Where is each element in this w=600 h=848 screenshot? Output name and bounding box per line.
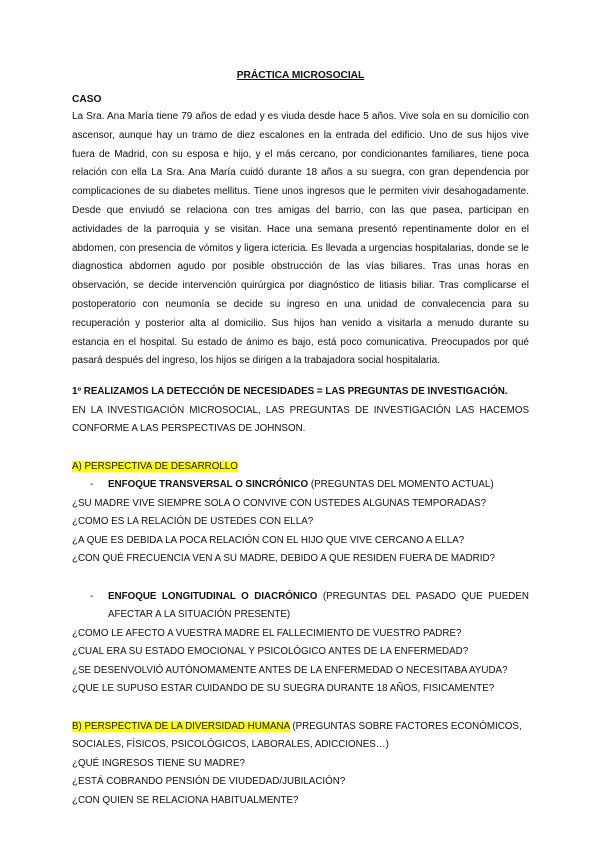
question-item: ¿CON QUIEN SE RELACIONA HABITUALMENTE? [72,794,299,806]
list-dash: - [90,479,94,491]
document-title: PRÁCTICA MICROSOCIAL [236,70,365,81]
question-item: ¿SE DESENVOLVIÓ AUTÓNOMAMENTE ANTES DE LA ENFERMEDAD O NECESITABA AYUDA? [72,664,508,676]
section-1-block [72,383,529,439]
question-item: ¿QUE LE SUPUSO ESTAR CUIDANDO DE SU SUEGRA DURANTE 18 AÑOS, FISICAMENTE? [72,683,495,695]
enfoque-transversal [72,476,529,495]
perspectiva-b-heading [72,718,529,755]
caso-paragraph: La Sra. Ana María tiene 79 años de edad y es viuda desde hace 5 años. Vive sola en su domicilio con ascensor, aunque hay un tramo de diez escalones en la entrada del edificio. Uno de sus hijos vive fuera de Madrid, con su esposa e hijo, y el más cercano, por condicionantes familiares, tiene poca relación con ella La Sra. Ana María cuidó durante 18 años a su suegra, con gran dependencia por complicaciones de su diabetes mellitus. Tiene unos ingresos que le permiten vivir desahogadamente. Desde que enviudó se relaciona con tres amigas del barrio, con las que pasea, participan en actividades de la parroquia y se visitan. Hace una semana presentó repentinamente dolor en el abdomen, con presencia de vómitos y ligera ictericia. Es llevada a urgencias hospitalarias, donde se le diagnostica abdomen agudo por posible obstrucción de las vías biliares. Tras unas horas en observación, se decide intervención quirúrgica por diagnóstico de litiasis biliar. Tras complicarse el postoperatorio con neumonía se decide su ingreso en una unidad de convalecencia para su recuperación y posterior alta al domicilio. Sus hijos han venido a visitarla a menudo durante su estancia en el hospital. Su estado de ánimo es bajo, está poco comunicativa. Preocupados por qué pasará después del ingreso, los hijos se dirigen a la trabajadora social hospitalaria. [72,111,529,367]
perspectiva-b-label: B) PERSPECTIVA DE LA DIVERSIDAD HUMANA [72,720,290,732]
enfoque-transversal-name: ENFOQUE TRANSVERSAL O SINCRÓNICO [108,479,309,491]
enfoque-longitudinal [72,588,529,625]
question-item: ¿A QUE ES DEBIDA LA POCA RELACIÓN CON EL HIJO QUE VIVE CERCANO A ELLA? [72,534,465,546]
section-1-heading: 1º REALIZAMOS LA DETECCIÓN DE NECESIDADES = LAS PREGUNTAS DE INVESTIGACIÓN. [72,386,508,398]
question-item: ¿CUAL ERA SU ESTADO EMOCIONAL Y PSICOLÓGICO ANTES DE LA ENFERMEDAD? [72,646,469,658]
question-item: ¿SU MADRE VIVE SIEMPRE SOLA O CONVIVE CON USTEDES ALGUNAS TEMPORADAS? [72,497,487,509]
perspectiva-a-heading [72,458,529,477]
section-1-subtext: EN LA INVESTIGACIÓN MICROSOCIAL, LAS PREGUNTAS DE INVESTIGACIÓN LAS HACEMOS CONFORME A LAS PERSPECTIVAS DE JOHNSON. [72,404,529,435]
question-item: ¿COMO ES LA RELACIÓN DE USTEDES CON ELLA? [72,516,314,528]
question-item: ¿COMO LE AFECTO A VUESTRA MADRE EL FALLECIMIENTO DE VUESTRO PADRE? [72,627,462,639]
perspectiva-a-label: A) PERSPECTIVA DE DESARROLLO [72,460,238,472]
document-page [72,70,529,810]
question-item: ¿ESTÁ COBRANDO PENSIÓN DE VIUDEDAD/JUBILACIÓN? [72,776,346,788]
perspectiva-b-note: (PREGUNTAS SOBRE FACTORES ECONÓMICOS, SOCIALES, FÍSICOS, PSICOLÓGICOS, LABORALES, ADICCIONES…) [72,720,522,751]
list-dash: - [90,590,94,602]
enfoque-longitudinal-name: ENFOQUE LONGITUDINAL O DIACRÓNICO [108,590,318,602]
caso-heading: CASO [72,94,102,105]
enfoque-transversal-note: (PREGUNTAS DEL MOMENTO ACTUAL) [308,479,494,491]
question-item: ¿CON QUÉ FRECUENCIA VEN A SU MADRE, DEBIDO A QUE RESIDEN FUERA DE MADRID? [72,553,495,565]
question-item: ¿QUÉ INGRESOS TIENE SU MADRE? [72,757,245,769]
enfoque-longitudinal-note: (PREGUNTAS DEL PASADO QUE PUEDEN AFECTAR A LA SITUACIÓN PRESENTE) [108,590,529,621]
